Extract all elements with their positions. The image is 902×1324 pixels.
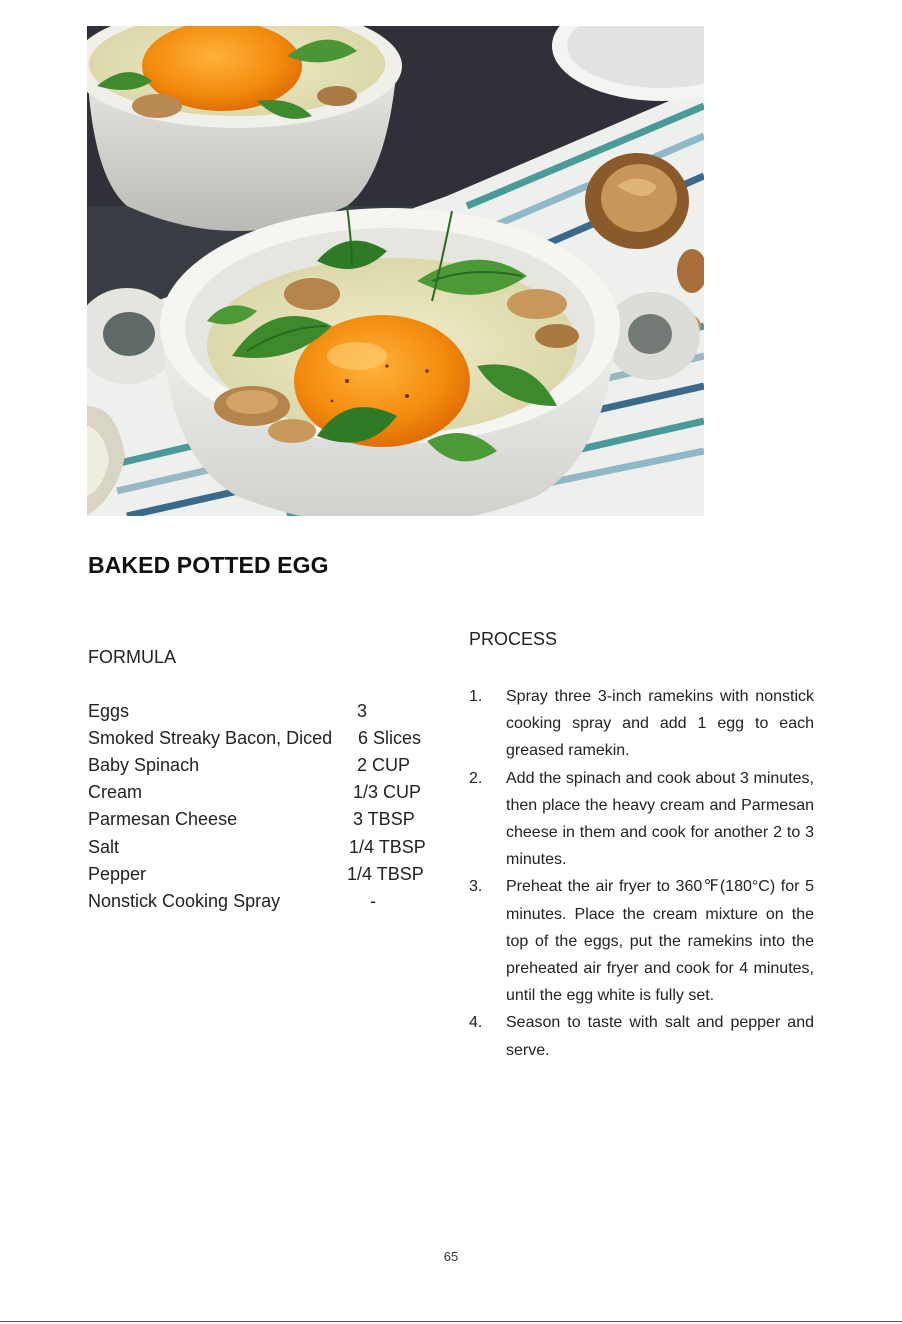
process-step xyxy=(469,1009,814,1063)
step-number: 4. xyxy=(469,1014,483,1032)
formula-heading: FORMULA xyxy=(88,647,177,667)
ingredient-name: Eggs xyxy=(88,701,130,721)
ingredient-quantity: 6 Slices xyxy=(358,728,422,748)
ingredient-quantity: 3 TBSP xyxy=(353,809,415,829)
bottom-divider xyxy=(0,1321,902,1322)
recipe-title: BAKED POTTED EGG xyxy=(88,552,329,578)
recipe-photo xyxy=(87,26,704,516)
process-step xyxy=(469,873,814,1009)
ingredient-row xyxy=(88,782,448,809)
process-step xyxy=(469,765,814,874)
page-number: 65 xyxy=(443,1249,459,1264)
ingredient-quantity: 1/4 TBSP xyxy=(347,864,424,884)
ingredient-name: Pepper xyxy=(88,864,147,884)
step-number: 3. xyxy=(469,878,483,896)
ingredient-name: Baby Spinach xyxy=(88,755,200,775)
ingredient-quantity: 3 xyxy=(357,701,368,721)
step-number: 1. xyxy=(469,688,483,705)
ingredient-quantity: 1/3 CUP xyxy=(353,782,422,802)
ingredient-quantity: 2 CUP xyxy=(357,755,411,775)
step-text: Add the spinach and cook about 3 minutes, then place the heavy cream and Parmesan cheese in them and cook for another 2 to 3 minutes. xyxy=(506,769,814,869)
process-steps xyxy=(469,683,814,1064)
ingredient-name: Nonstick Cooking Spray xyxy=(88,891,281,911)
ingredient-quantity: 1/4 TBSP xyxy=(349,837,426,857)
step-text: Spray three 3-inch ramekins with nonstick cooking spray and add 1 egg to each greased ramekin. xyxy=(506,688,814,760)
ingredient-row xyxy=(88,728,448,755)
ingredient-quantity: - xyxy=(370,891,376,911)
ingredient-name: Cream xyxy=(88,782,143,802)
ingredient-row xyxy=(88,891,448,918)
ingredient-name: Salt xyxy=(88,837,120,857)
step-text: Preheat the air fryer to 360℉(180°C) for 5 minutes. Place the cream mixture on the top of the eggs, put the ramekins into the preheated air fryer and cook for 4 minutes, until the egg white is fully set. xyxy=(506,878,814,1005)
ingredient-row xyxy=(88,701,448,728)
ingredient-name: Smoked Streaky Bacon, Diced xyxy=(88,728,333,748)
ingredient-row xyxy=(88,864,448,891)
process-heading: PROCESS xyxy=(469,629,558,649)
ingredient-row xyxy=(88,809,448,836)
step-text: Season to taste with salt and pepper and serve. xyxy=(506,1014,814,1059)
ingredient-row xyxy=(88,755,448,782)
step-number: 2. xyxy=(469,769,483,787)
ingredient-name: Parmesan Cheese xyxy=(88,809,238,829)
process-step xyxy=(469,683,814,765)
ingredient-row xyxy=(88,837,448,864)
